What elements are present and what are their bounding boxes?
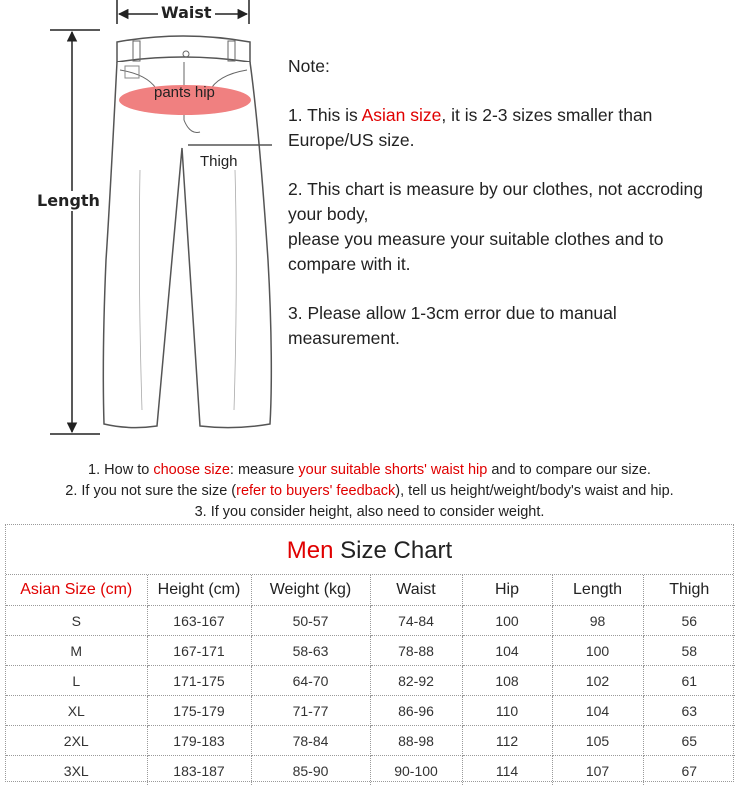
table-cell: 85-90: [251, 756, 370, 785]
table-cell: 90-100: [370, 756, 462, 785]
header-hip: Hip: [462, 575, 552, 606]
table-row: [6, 636, 735, 666]
instr-1c: : measure: [229, 462, 299, 478]
table-cell: 112: [462, 726, 552, 756]
instr-1e: and to compare our size.: [487, 462, 651, 478]
table-cell: 58: [643, 636, 735, 666]
instr-2c: ), tell us height/weight/body's waist and hip.: [395, 483, 674, 499]
table-cell: 167-171: [147, 636, 251, 666]
instr-1a: 1. How to: [88, 462, 154, 478]
table-cell: 104: [552, 696, 643, 726]
table-cell: 82-92: [370, 666, 462, 696]
table-cell: 50-57: [251, 606, 370, 636]
table-cell: 64-70: [251, 666, 370, 696]
chart-title-rest: Size Chart: [333, 537, 453, 564]
header-waist: Waist: [370, 575, 462, 606]
table-row: [6, 726, 735, 756]
thigh-label: Thigh: [200, 153, 238, 170]
note-item-1-prefix: 1. This is: [288, 105, 362, 125]
table-cell: 78-88: [370, 636, 462, 666]
table-cell: 163-167: [147, 606, 251, 636]
instructions: [0, 460, 739, 523]
table-cell: 108: [462, 666, 552, 696]
note-title: Note:: [288, 56, 330, 76]
table-cell: 183-187: [147, 756, 251, 785]
table-cell: 100: [552, 636, 643, 666]
pants-hip-label: pants hip: [154, 84, 215, 101]
table-cell: 74-84: [370, 606, 462, 636]
table-cell: 78-84: [251, 726, 370, 756]
waist-label: Waist: [158, 5, 215, 21]
header-weight: Weight (kg): [251, 575, 370, 606]
table-cell: 63: [643, 696, 735, 726]
table-cell: 71-77: [251, 696, 370, 726]
instr-2b: refer to buyers' feedback: [236, 483, 396, 499]
pants-drawing: [0, 0, 290, 450]
pants-diagram: [0, 0, 290, 450]
table-cell: 175-179: [147, 696, 251, 726]
pants-outline: [103, 62, 271, 428]
table-cell: L: [6, 666, 147, 696]
table-cell: 110: [462, 696, 552, 726]
table-cell: 2XL: [6, 726, 147, 756]
table-cell: 114: [462, 756, 552, 785]
table-cell: 3XL: [6, 756, 147, 785]
table-cell: 58-63: [251, 636, 370, 666]
table-cell: 104: [462, 636, 552, 666]
note-item-2-line-2: please you measure your suitable clothes and to compare with it.: [288, 229, 664, 274]
table-row: [6, 606, 735, 636]
table-cell: 100: [462, 606, 552, 636]
table-cell: 56: [643, 606, 735, 636]
chart-title: [6, 525, 733, 575]
table-cell: 98: [552, 606, 643, 636]
header-height: Height (cm): [147, 575, 251, 606]
table-cell: 107: [552, 756, 643, 785]
note-section: [288, 54, 733, 351]
waistband: [117, 36, 250, 62]
instr-2a: 2. If you not sure the size (: [65, 483, 237, 499]
table-cell: 67: [643, 756, 735, 785]
asian-size-highlight: Asian size: [361, 105, 442, 125]
table-row: [6, 756, 735, 785]
instruction-line-2: [0, 481, 739, 502]
table-row: [6, 666, 735, 696]
note-item-1: [288, 103, 733, 153]
table-cell: S: [6, 606, 147, 636]
header-length: Length: [552, 575, 643, 606]
table-cell: M: [6, 636, 147, 666]
table-cell: 88-98: [370, 726, 462, 756]
chart-title-men: Men: [286, 537, 334, 564]
note-item-2-line-1: 2. This chart is measure by our clothes, not accroding your body,: [288, 179, 704, 224]
instruction-line-3: 3. If you consider height, also need to consider weight.: [194, 504, 545, 520]
header-asian-size: Asian Size (cm): [6, 575, 147, 606]
table-cell: 105: [552, 726, 643, 756]
note-item-3: 3. Please allow 1-3cm error due to manual measurement.: [288, 303, 617, 348]
table-cell: 61: [643, 666, 735, 696]
table-cell: 179-183: [147, 726, 251, 756]
table-cell: 65: [643, 726, 735, 756]
instruction-line-1: [0, 460, 739, 481]
instr-1b: choose size: [153, 462, 230, 478]
table-cell: XL: [6, 696, 147, 726]
instr-1d: your suitable shorts' waist hip: [298, 462, 488, 478]
table-cell: 102: [552, 666, 643, 696]
size-chart: [5, 524, 734, 782]
table-header-row: [6, 575, 735, 606]
header-thigh: Thigh: [643, 575, 735, 606]
length-label: Length: [37, 191, 100, 210]
table-cell: 86-96: [370, 696, 462, 726]
table-row: [6, 696, 735, 726]
size-table: [6, 575, 735, 785]
table-cell: 171-175: [147, 666, 251, 696]
note-item-1-suffix: , it is 2-3 sizes smaller than Europe/US size.: [288, 105, 653, 150]
